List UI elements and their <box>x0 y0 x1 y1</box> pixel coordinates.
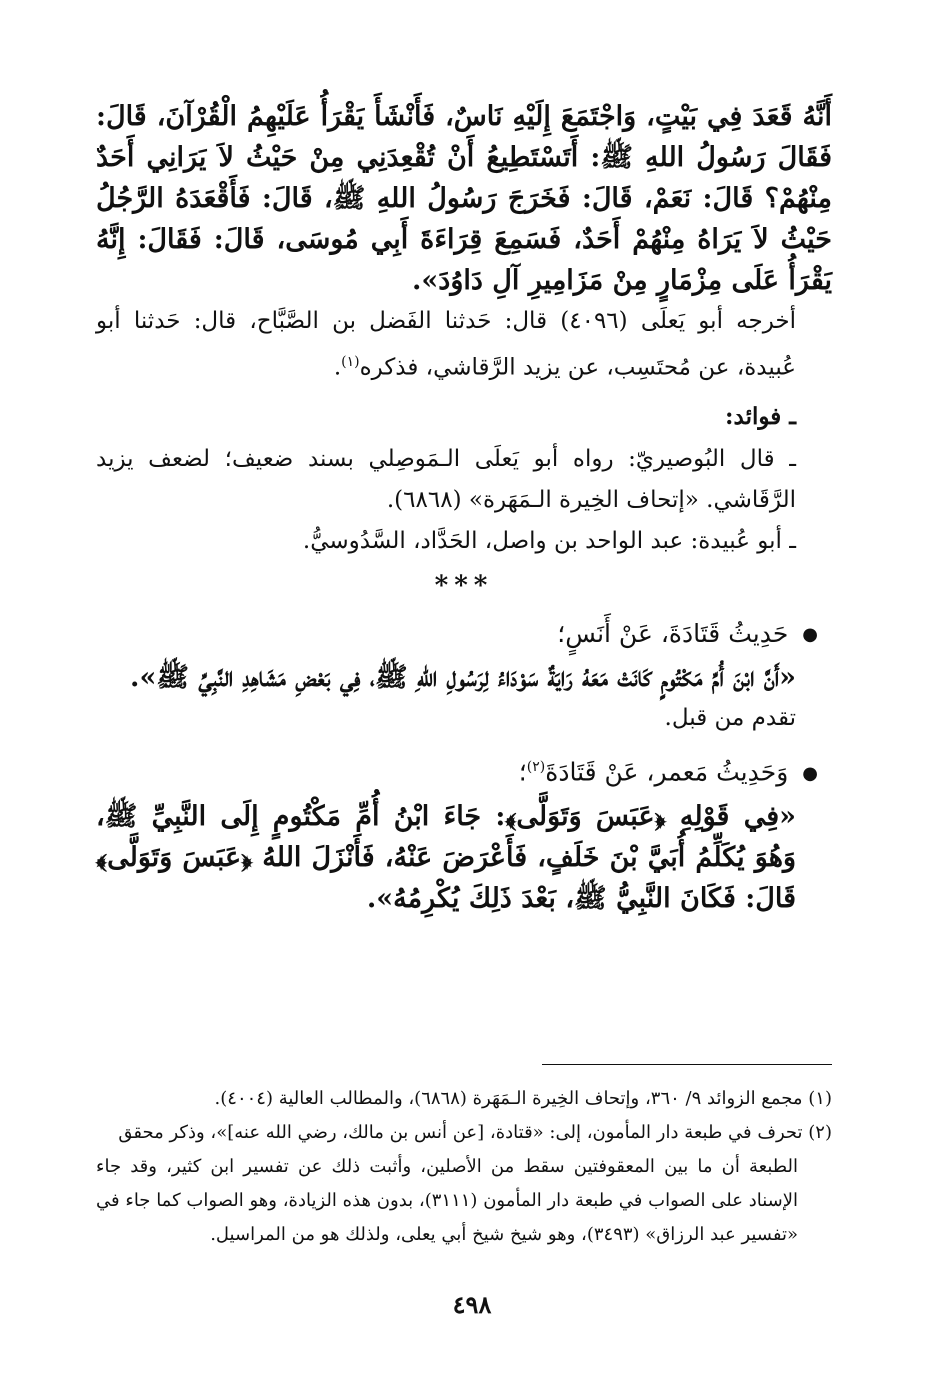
footnote-2-continued: الطبعة أن ما بين المعقوفتين سقط من الأصلين، وأثبت ذلك عن تفسير ابن كثير، وقد جاء الإسناد على الصواب في طبعة دار المأمون (٣١١١)، بدون هذه الزيادة، وهو الصواب كما جاء في «تفسير عبد الرزاق» (٣٤٩٣)، وهو شيخ شيخ أبي يعلى، ولذلك هو من المراسيل. <box>96 1156 798 1245</box>
footnote-ref-1[interactable]: (١) <box>341 354 360 370</box>
hadith-mamar-qatada-title <box>96 745 832 796</box>
footnote-separator <box>542 1064 832 1065</box>
footnote-ref-2[interactable]: (٢) <box>526 759 546 776</box>
fawaid-abu-ubayda: ـ أبو عُبيدة: عبد الواحد بن واصل، الحَدَّاد، السَّدُوسيُّ. <box>302 527 796 554</box>
takhrij-text: أخرجه أبو يَعلَى (٤٠٩٦) قال: حَدثنا الفَضل بن الصَّبَّاح، قال: حَدثنا أبو عُبيدة، عن مُحتَسِب، عن يزيد الرَّقاشي، فذكره <box>96 308 796 381</box>
footnote-1: (١) مجمع الزوائد ٩/ ٣٦٠، وإتحاف الخِيرة الـمَهَرة (٦٨٦٨)، والمطالب العالية (٤٠٠٤). <box>214 1088 832 1109</box>
takhrij-abu-yala: أخرجه أبو يَعلَى (٤٠٩٦) قال: حَدثنا الفَضل بن الصَّبَّاح، قال: حَدثنا أبو عُبيدة، عن مُحتَسِب، عن يزيد الرَّقاشي، فذكره$^{(١)}$. <box>96 308 796 381</box>
page-number: ٤٩٨ <box>452 1290 492 1319</box>
bullet-icon: ● <box>802 762 818 784</box>
fawaid-heading: ـ فوائد: <box>725 402 796 430</box>
footnote-2: (٢) تحرف في طبعة دار المأمون، إلى: «قتادة، [عن أنس بن مالك، رضي الله عنه]»، وذكر محقق <box>118 1122 832 1143</box>
fawaid-busiri: ـ قال البُوصيريّ: رواه أبو يَعلَى الـمَوصِلي بسند ضعيف؛ لضعف يزيد الرَّقَاشي. «إتحاف الخِيرة الـمَهَرة» (٦٨٦٨). <box>96 445 796 513</box>
hadith-abasa-text: «فِي قَوْلِهِ ﴿عَبَسَ وَتَوَلَّى﴾: جَاءَ ابْنُ أُمِّ مَكْتُومٍ إِلَى النَّبِيِّ ﷺ، وَهُوَ يُكَلِّمُ أُبَيَّ بْنَ خَلَفٍ، فَأَعْرَضَ عَنْهُ، فَأَنْزَلَ اللهُ ﴿عَبَسَ وَتَوَلَّى﴾ قَالَ: فَكَانَ النَّبِيُّ ﷺ، بَعْدَ ذَلِكَ يُكْرِمُهُ». <box>96 800 796 914</box>
title-end-mark: ؛ <box>518 757 527 787</box>
hadith-ibn-umm-maktum-text: «أَنَّ ابْنَ أُمِّ مَكْتُومٍ كَانَتْ مَعَهُ رَايَةٌ سَوْدَاءُ لِرَسُولِ اللهِ ﷺ، فِي بَعْضِ مَشَاهِدِ النَّبِيِّ ﷺ». <box>130 662 796 694</box>
bullet-icon: ● <box>802 624 818 646</box>
hadith-title-text: حَدِيثُ قَتَادَةَ، عَنْ أَنَسٍ؛ <box>557 618 789 648</box>
note-mentioned-before: تقدم من قبل. <box>664 705 796 732</box>
hadith-abu-musa-text: أَنَّهُ قَعَدَ فِي بَيْتٍ، وَاجْتَمَعَ إِلَيْهِ نَاسٌ، فَأَنْشَأَ يَقْرَأُ عَلَيْهِمُ الْقُرْآنَ، قَالَ: فَقَالَ رَسُولُ اللهِ ﷺ: أَتَسْتَطِيعُ أَنْ تُقْعِدَنِي مِنْ حَيْثُ لاَ يَرَانِي أَحَدٌ مِنْهُمْ؟ قَالَ: نَعَمْ، قَالَ: فَخَرَجَ رَسُولُ اللهِ ﷺ، قَالَ: فَأَقْعَدَهُ الرَّجُلُ حَيْثُ لاَ يَرَاهُ مِنْهُمْ أَحَدٌ، فَسَمِعَ قِرَاءَةَ أَبِي مُوسَى، قَالَ: فَقَالَ: إِنَّهُ يَقْرَأُ عَلَى مِزْمَارٍ مِنْ مَزَامِيرِ آلِ دَاوُدَ». <box>96 101 832 296</box>
hadith-qatada-anas-title <box>96 612 832 658</box>
footnotes <box>96 1082 832 1252</box>
section-separator-stars: *** <box>434 570 494 601</box>
hadith-title-text: وَحَدِيثُ مَعمر، عَنْ قَتَادَةَ <box>545 757 789 787</box>
